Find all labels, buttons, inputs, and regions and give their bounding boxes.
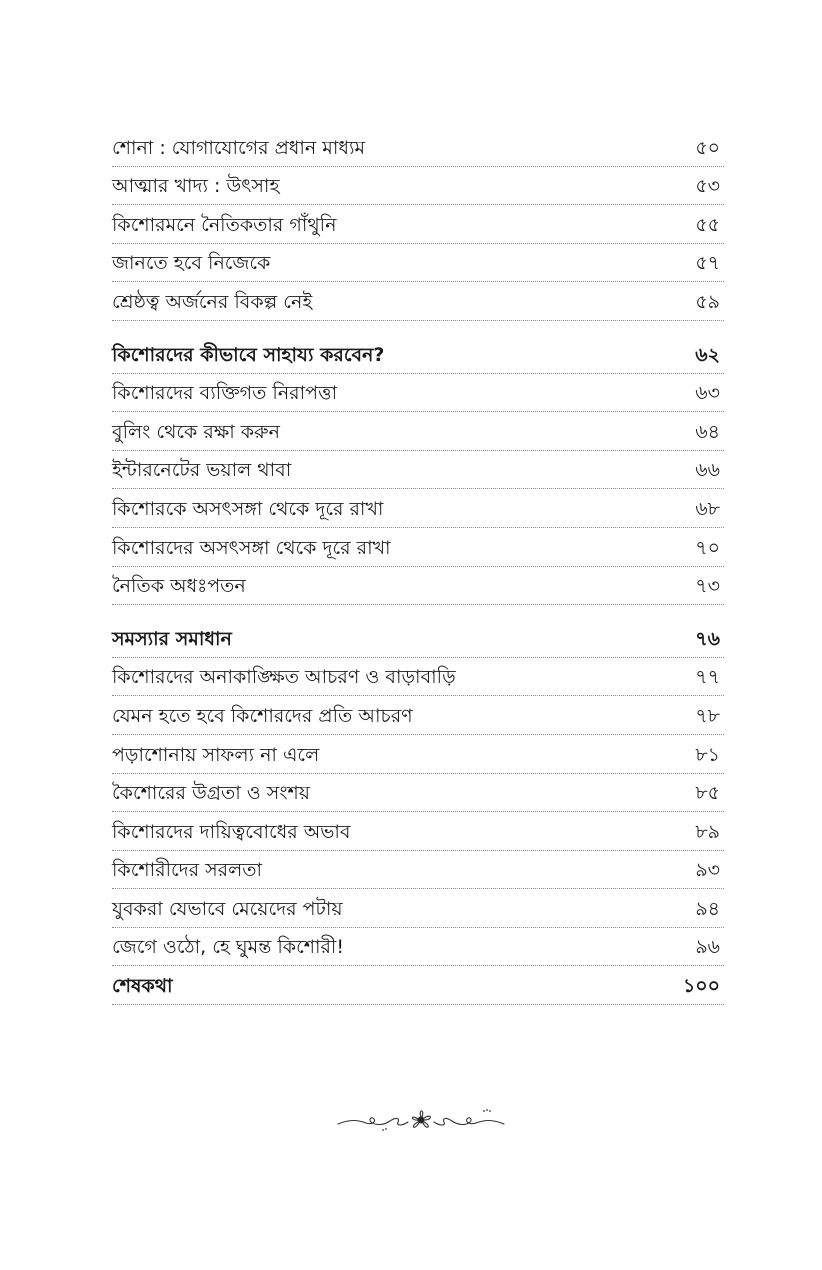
toc-section-page: ৬২ <box>695 343 720 366</box>
toc-entry <box>112 928 724 967</box>
toc-entry-title: শ্রেষ্ঠত্ব অর্জনের বিকল্প নেই <box>112 290 313 313</box>
toc-entry <box>112 851 724 890</box>
toc-entry-page: ৬৪ <box>695 420 720 443</box>
toc-entry-page: ৬৬ <box>695 459 720 482</box>
toc-entry-title: শেষকথা <box>112 975 173 998</box>
toc-entry <box>112 658 724 697</box>
toc-entry <box>112 374 724 413</box>
toc-entry-title: কিশোরদের অনাকাঙ্ক্ষিত আচরণ ও বাড়াবাড়ি <box>112 666 456 689</box>
toc-entry <box>112 128 724 167</box>
toc-entry-page: ৯৪ <box>695 897 720 920</box>
toc-entry <box>112 696 724 735</box>
toc-entry-page: ৫৭ <box>695 252 720 275</box>
floral-divider-icon <box>336 1104 506 1136</box>
toc-entry <box>112 282 724 321</box>
toc-entry <box>112 812 724 851</box>
toc-entry <box>112 205 724 244</box>
toc-entry-page: ৫৩ <box>695 175 720 198</box>
toc-entry-page: ৬৮ <box>695 497 720 520</box>
toc-entry <box>112 528 724 567</box>
table-of-contents <box>112 128 724 1005</box>
toc-entry-page: ৮৫ <box>695 782 720 805</box>
toc-entry-page: ৬৩ <box>695 382 720 405</box>
toc-entry-title: পড়াশোনায় সাফল্য না এলে <box>112 743 320 766</box>
toc-entry-title: জেগে ওঠো, হে ঘুমন্ত কিশোরী! <box>112 936 344 959</box>
toc-entry <box>112 167 724 206</box>
toc-entry-title: আত্মার খাদ্য : উৎসাহ <box>112 175 280 198</box>
toc-entry-title: কৈশোরের উগ্রতা ও সংশয় <box>112 782 310 805</box>
toc-entry-epilogue <box>112 966 724 1005</box>
toc-entry-page: ৭৭ <box>695 666 720 689</box>
toc-entry-page: ৮১ <box>695 743 720 766</box>
toc-entry-title: কিশোরদের অসৎসঙ্গা থেকে দূরে রাখা <box>112 536 391 559</box>
toc-entry-title: বুলিং থেকে রক্ষা করুন <box>112 420 280 443</box>
toc-entry-page: ৮৯ <box>695 820 720 843</box>
toc-entry <box>112 412 724 451</box>
toc-entry-title: শোনা : যোগাযোগের প্রধান মাধ্যম <box>112 136 366 159</box>
toc-entry-title: যেমন হতে হবে কিশোরদের প্রতি আচরণ <box>112 704 413 727</box>
toc-entry-title: কিশোরদের দায়িত্ববোধের অভাব <box>112 820 351 843</box>
toc-entry-title: যুবকরা যেভাবে মেয়েদের পটায় <box>112 897 343 920</box>
toc-entry-title: কিশোরীদের সরলতা <box>112 859 263 882</box>
toc-section-header <box>112 335 724 374</box>
toc-entry-page: ৫৯ <box>695 290 720 313</box>
toc-entry <box>112 735 724 774</box>
toc-entry <box>112 889 724 928</box>
toc-entry-title: কিশোরকে অসৎসঙ্গা থেকে দূরে রাখা <box>112 497 384 520</box>
toc-entry-page: ৭০ <box>695 536 720 559</box>
toc-entry-page: ৫৫ <box>695 213 720 236</box>
toc-section-title: সমস্যার সমাধান <box>112 627 232 650</box>
toc-entry-title: কিশোরদের ব্যক্তিগত নিরাপত্তা <box>112 382 338 405</box>
toc-entry-page: ৭৮ <box>695 704 720 727</box>
toc-entry <box>112 774 724 813</box>
toc-entry-title: নৈতিক অধঃপতন <box>112 575 246 598</box>
toc-entry-page: ৯৩ <box>695 859 720 882</box>
toc-entry-page: ৫০ <box>695 136 720 159</box>
toc-entry-title: ইন্টারনেটের ভয়াল থাবা <box>112 459 292 482</box>
toc-entry-title: জানতে হবে নিজেকে <box>112 252 271 275</box>
toc-entry <box>112 489 724 528</box>
toc-section-title: কিশোরদের কীভাবে সাহায্য করবেন? <box>112 343 385 366</box>
toc-entry <box>112 567 724 606</box>
toc-entry-page: ৯৬ <box>695 936 720 959</box>
toc-section-header <box>112 619 724 658</box>
toc-entry-title: কিশোরমনে নৈতিকতার গাঁথুনি <box>112 213 337 236</box>
toc-entry <box>112 451 724 490</box>
toc-entry-page: ৭৩ <box>695 575 720 598</box>
toc-entry <box>112 244 724 283</box>
toc-entry-page: ১০০ <box>682 975 720 998</box>
toc-section-page: ৭৬ <box>695 627 720 650</box>
